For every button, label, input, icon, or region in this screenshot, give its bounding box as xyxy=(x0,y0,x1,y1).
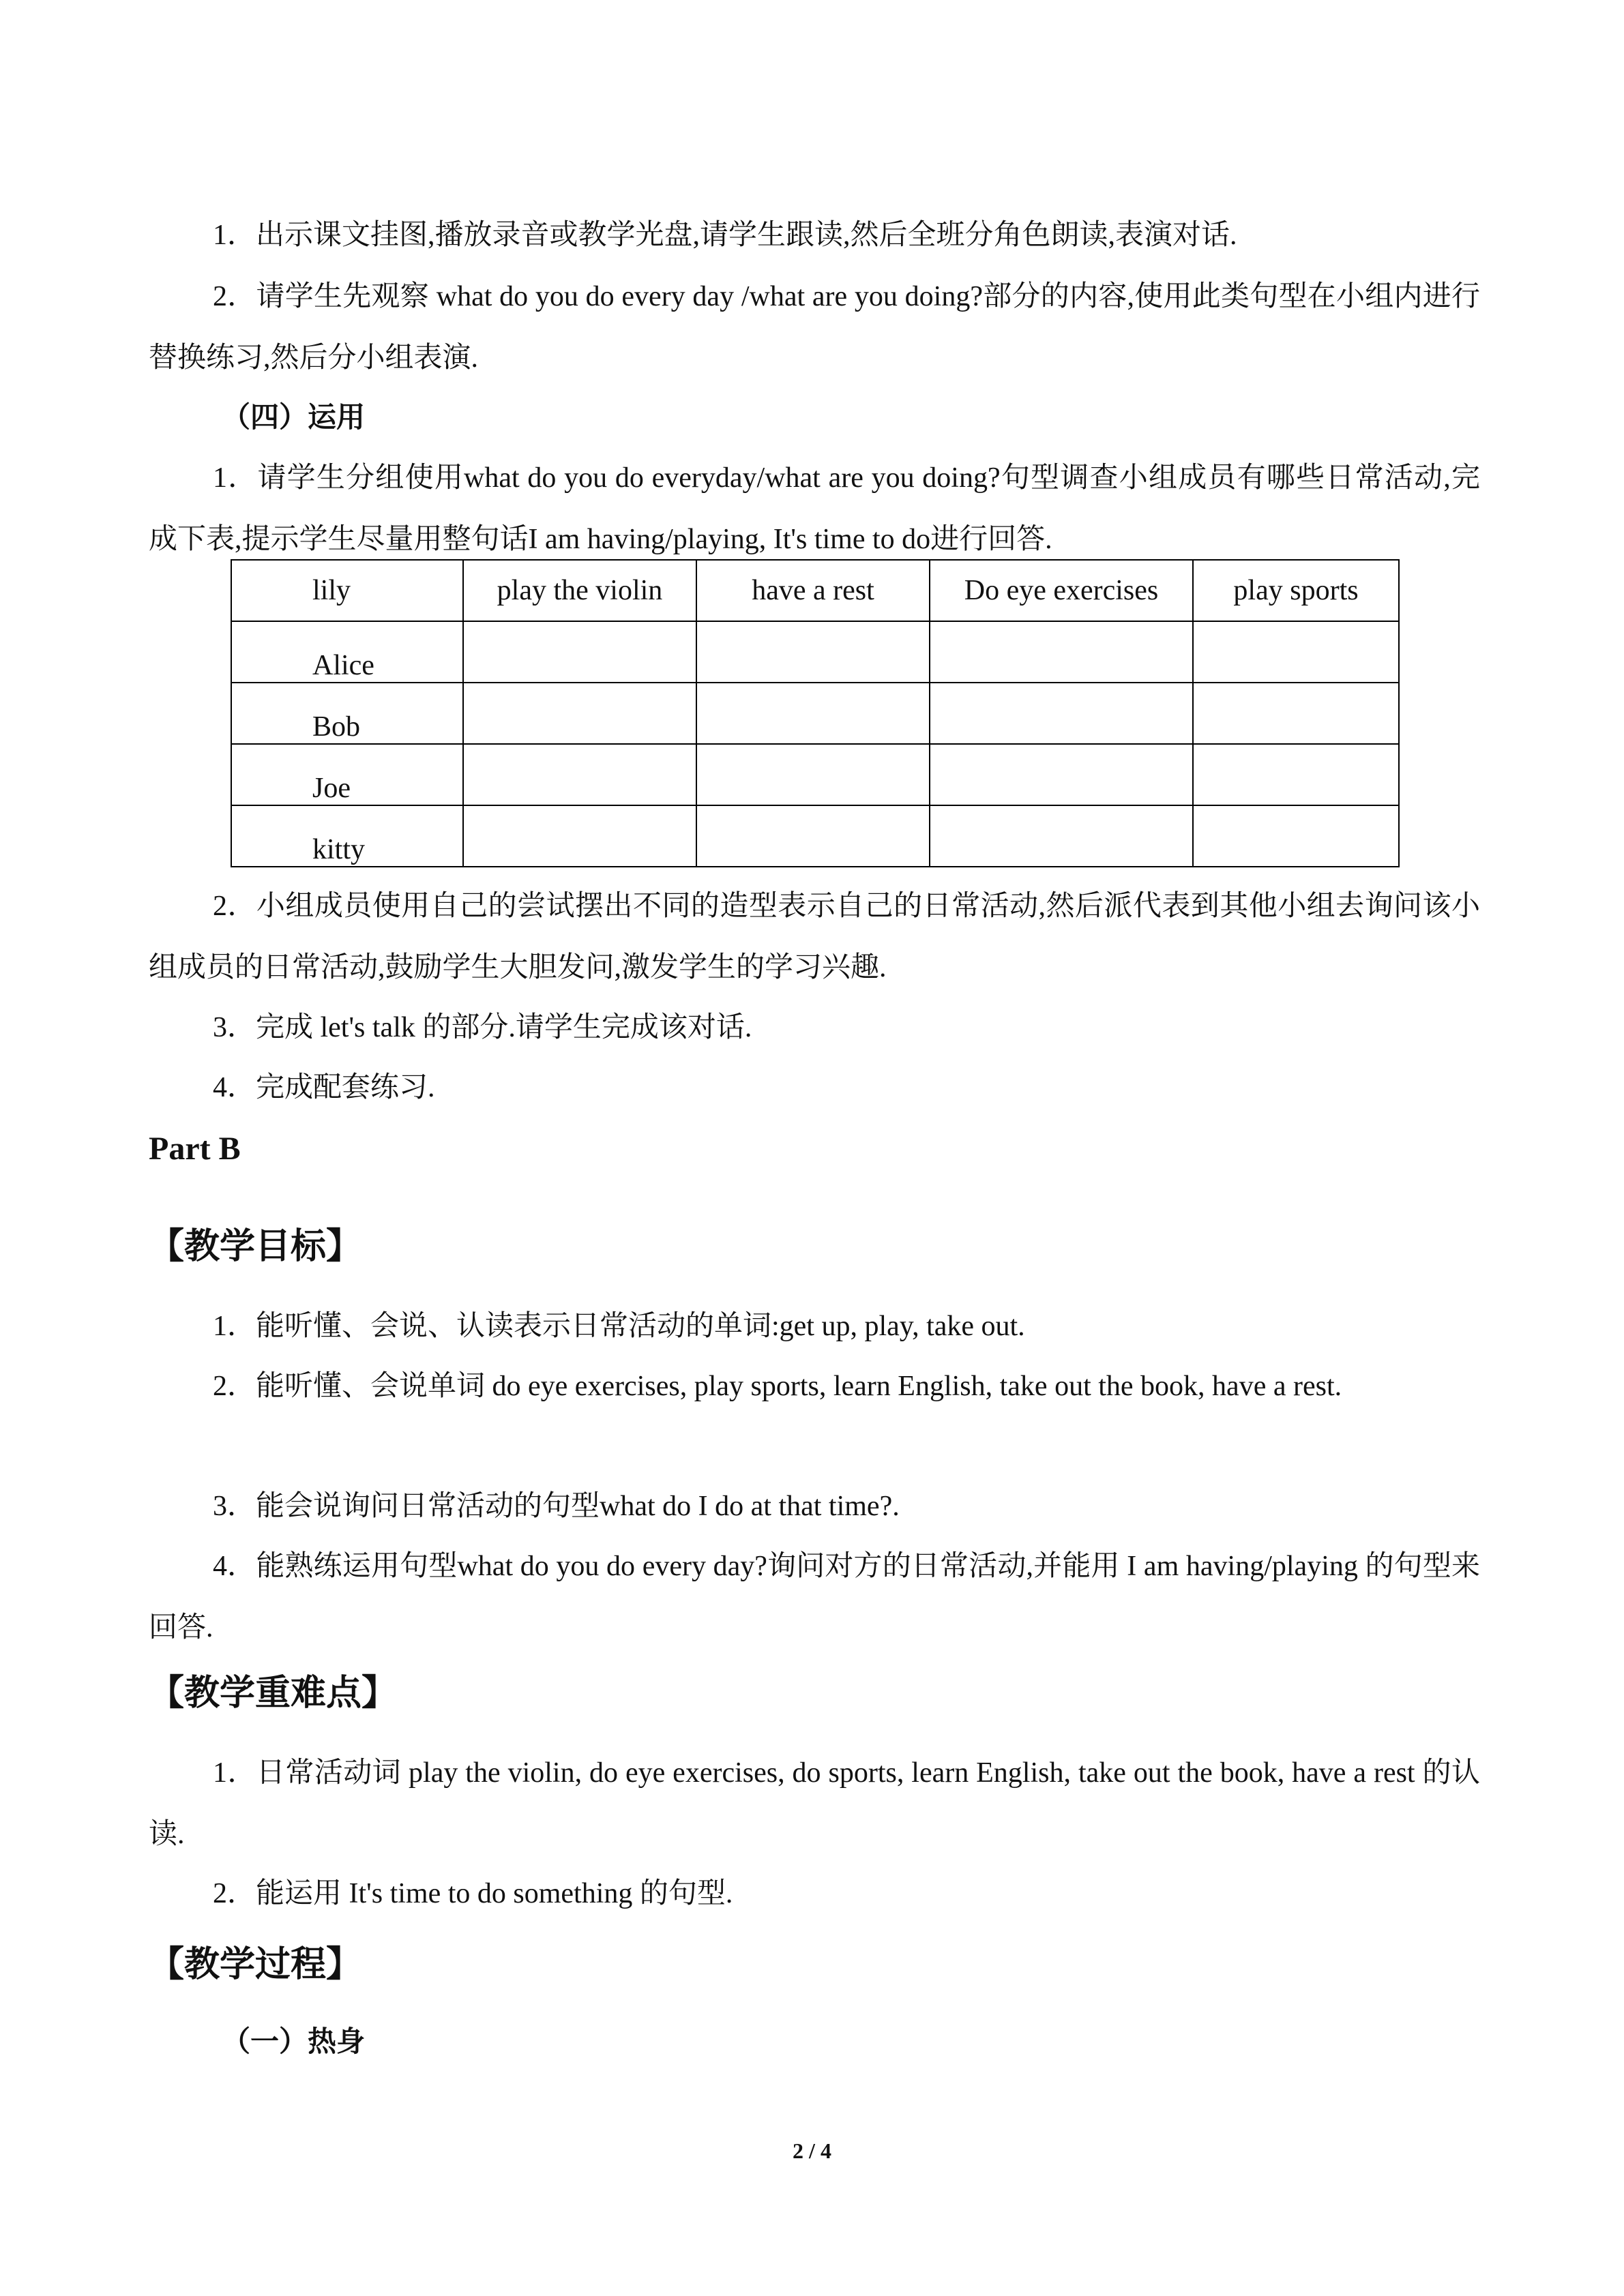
table-cell xyxy=(696,744,930,805)
table-cell: Do eye exercises xyxy=(930,560,1193,621)
table-cell xyxy=(463,683,696,744)
paragraph-1: 1．出示课文挂图,播放录音或教学光盘,请学生跟读,然后全班分角色朗读,表演对话. xyxy=(213,220,1237,251)
table-cell xyxy=(1193,805,1399,867)
table-cell xyxy=(696,683,930,744)
paragraph-6: 4．完成配套练习. xyxy=(213,1072,435,1103)
table-cell xyxy=(463,744,696,805)
paragraph-4: 2．小组成员使用自己的尝试摆出不同的造型表示自己的日常活动,然后派代表到其他小组去询问该小组成员的日常活动,鼓励学生大胆发问,激发学生的学习兴趣. xyxy=(149,891,1480,983)
goal-2: 2．能听懂、会说单词 do eye exercises, play sports, learn English, take out the book, have a rest. xyxy=(213,1371,1342,1402)
key-points-heading: 【教学重难点】 xyxy=(149,1674,398,1713)
table-header-row xyxy=(231,560,1399,621)
table-cell xyxy=(1193,744,1399,805)
table-cell: play the violin xyxy=(463,560,696,621)
activity-survey-table xyxy=(231,559,1400,867)
table-cell xyxy=(1193,621,1399,683)
warmup-subheading: （一）热身 xyxy=(222,2027,366,2058)
table-cell xyxy=(696,805,930,867)
goal-4: 4．能熟练运用句型what do you do every day?询问对方的日常活动,并能用 I am having/playing 的句型来回答. xyxy=(149,1551,1480,1643)
table-row xyxy=(231,621,1399,683)
table-cell xyxy=(696,621,930,683)
paragraph-2: 2．请学生先观察 what do you do every day /what are you doing?部分的内容,使用此类句型在小组内进行替换练习,然后分小组表演. xyxy=(149,281,1480,374)
teaching-goals-heading: 【教学目标】 xyxy=(149,1227,362,1266)
key-point-2: 2．能运用 It's time to do something 的句型. xyxy=(213,1878,733,1909)
table-cell: lily xyxy=(231,560,463,621)
paragraph-5: 3．完成 let's talk 的部分.请学生完成该对话. xyxy=(213,1012,752,1043)
table-cell xyxy=(930,805,1193,867)
table-cell xyxy=(930,621,1193,683)
page-number: 2 / 4 xyxy=(793,2138,831,2163)
table-row xyxy=(231,683,1399,744)
table-cell: Bob xyxy=(231,683,463,744)
table-cell: kitty xyxy=(231,805,463,867)
table-cell: Joe xyxy=(231,744,463,805)
table-cell xyxy=(930,683,1193,744)
table-cell xyxy=(463,621,696,683)
table-cell xyxy=(463,805,696,867)
goal-3: 3．能会说询问日常活动的句型what do I do at that time?. xyxy=(213,1491,900,1522)
table-cell xyxy=(1193,683,1399,744)
table-cell: play sports xyxy=(1193,560,1399,621)
table-row xyxy=(231,744,1399,805)
part-b-title: Part B xyxy=(149,1131,241,1167)
subsection-heading-4: （四）运用 xyxy=(222,402,366,434)
paragraph-3: 1．请学生分组使用what do you do everyday/what are you doing?句型调查小组成员有哪些日常活动,完成下表,提示学生尽量用整句话I am having/playing, It's time to do进行回答. xyxy=(149,462,1480,555)
table-row xyxy=(231,805,1399,867)
teaching-process-heading: 【教学过程】 xyxy=(149,1945,362,1984)
goal-1: 1．能听懂、会说、认读表示日常活动的单词:get up, play, take out. xyxy=(213,1311,1025,1342)
table-cell: have a rest xyxy=(696,560,930,621)
key-point-1: 1．日常活动词 play the violin, do eye exercises, do sports, learn English, take out the book, have a rest 的认读. xyxy=(149,1757,1480,1850)
table-cell xyxy=(930,744,1193,805)
table-cell: Alice xyxy=(231,621,463,683)
